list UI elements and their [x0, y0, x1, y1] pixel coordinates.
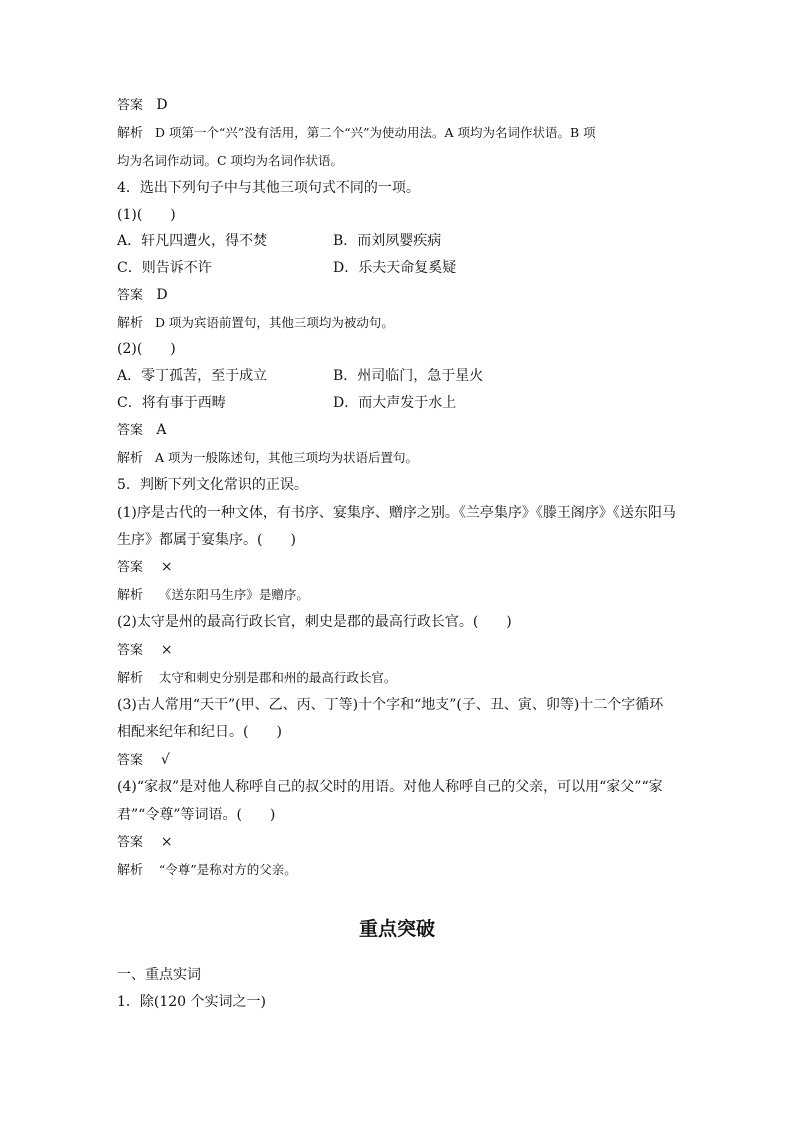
- q5-item2-analysis-row: [117, 668, 396, 689]
- section-item-1: 1．除(120 个实词之一): [117, 994, 267, 1010]
- section-subheading: 一、重点实词: [117, 967, 201, 983]
- q4-sub2-analysis-row: [117, 448, 418, 469]
- analysis-label: 解析: [117, 863, 144, 878]
- q5-item1-analysis-row: [117, 585, 309, 606]
- analysis-text: A 项为一般陈述句，其他三项均为状语后置句。: [154, 450, 418, 465]
- q3-answer-row: [117, 95, 168, 116]
- answer-label: 答案: [117, 423, 144, 438]
- q5-item1-answer-row: [117, 557, 173, 578]
- answer-value: ×: [160, 642, 173, 658]
- answer-value: D: [156, 97, 168, 113]
- analysis-text: D 项第一个“兴”没有活用，第二个“兴”为使动用法。A 项均为名词作状语。B 项: [154, 125, 596, 140]
- answer-value: √: [160, 752, 170, 768]
- analysis-label: 解析: [117, 316, 144, 331]
- q5-item2-line1: (2)太守是州的最高行政长官，刺史是郡的最高行政长官。( ): [117, 614, 512, 630]
- q5-item1-line1: (1)序是古代的一种文体，有书序、宴集序、赠序之别。《兰亭集序》《滕王阁序》《送东阳马: [117, 505, 676, 521]
- q4-sub2-option-d: D．而大声发于水上: [333, 395, 457, 411]
- q3-analysis-row-2: 均为名词作动词。C 项均为名词作状语。: [117, 153, 344, 168]
- section-title: 重点突破: [358, 918, 435, 940]
- q4-sub1-option-d: D．乐夫天命复奚疑: [333, 260, 457, 276]
- answer-value: A: [156, 422, 167, 438]
- q5-stem: 5．判断下列文化常识的正误。: [117, 477, 308, 493]
- q5-item4-analysis-row: [117, 860, 297, 881]
- q4-sub1-number: (1)( ): [117, 207, 176, 223]
- answer-label: 答案: [117, 753, 144, 768]
- q5-item2-answer-row: [117, 640, 173, 661]
- answer-value: ×: [160, 559, 173, 575]
- q4-sub2-option-c: C．将有事于西畴: [117, 395, 226, 411]
- analysis-text: 《送东阳马生序》是赠序。: [158, 587, 309, 602]
- q5-item3-line1: (3)古人常用“天干”(甲、乙、丙、丁等)十个字和“地支”(子、丑、寅、卯等)十二个字循环: [117, 697, 664, 713]
- q4-sub2-number: (2)( ): [117, 341, 176, 357]
- q3-analysis-row: [117, 123, 596, 144]
- analysis-label: 解析: [117, 588, 144, 603]
- analysis-text: 太守和刺史分别是郡和州的最高行政长官。: [158, 670, 397, 685]
- q4-sub1-option-c: C．则告诉不许: [117, 260, 212, 276]
- analysis-label: 解析: [117, 126, 144, 141]
- q4-sub1-answer-row: [117, 285, 168, 306]
- q4-sub2-answer-row: [117, 420, 167, 441]
- analysis-label: 解析: [117, 451, 144, 466]
- answer-label: 答案: [117, 98, 144, 113]
- q4-sub2-option-a: A．零丁孤苦，至于成立: [117, 368, 268, 384]
- q5-item1-line2: 生序》都属于宴集序。( ): [117, 532, 296, 548]
- answer-label: 答案: [117, 835, 144, 850]
- answer-label: 答案: [117, 560, 144, 575]
- q5-item4-line2: 君”“令尊”等词语。( ): [117, 807, 276, 823]
- answer-value: D: [156, 287, 168, 303]
- q5-item3-line2: 相配来纪年和纪日。( ): [117, 724, 282, 740]
- q5-item4-answer-row: [117, 832, 173, 853]
- answer-label: 答案: [117, 288, 144, 303]
- analysis-text: D 项为宾语前置句，其他三项均为被动句。: [154, 315, 394, 330]
- analysis-label: 解析: [117, 671, 144, 686]
- q4-sub1-option-a: A．轩凡四遭火，得不焚: [117, 233, 268, 249]
- answer-value: ×: [160, 834, 173, 850]
- q4-sub1-option-b: B．而刘夙婴疾病: [333, 233, 442, 249]
- q4-stem: 4．选出下列句子中与其他三项句式不同的一项。: [117, 180, 420, 196]
- q4-sub2-option-b: B．州司临门，急于星火: [333, 368, 484, 384]
- q5-item4-line1: (4)“家叔”是对他人称呼自己的叔父时的用语。对他人称呼自己的父亲，可以用“家父”“家: [117, 779, 663, 795]
- q5-item3-answer-row: [117, 750, 170, 771]
- answer-label: 答案: [117, 643, 144, 658]
- analysis-text: “令尊”是称对方的父亲。: [158, 862, 297, 877]
- q4-sub1-analysis-row: [117, 313, 394, 334]
